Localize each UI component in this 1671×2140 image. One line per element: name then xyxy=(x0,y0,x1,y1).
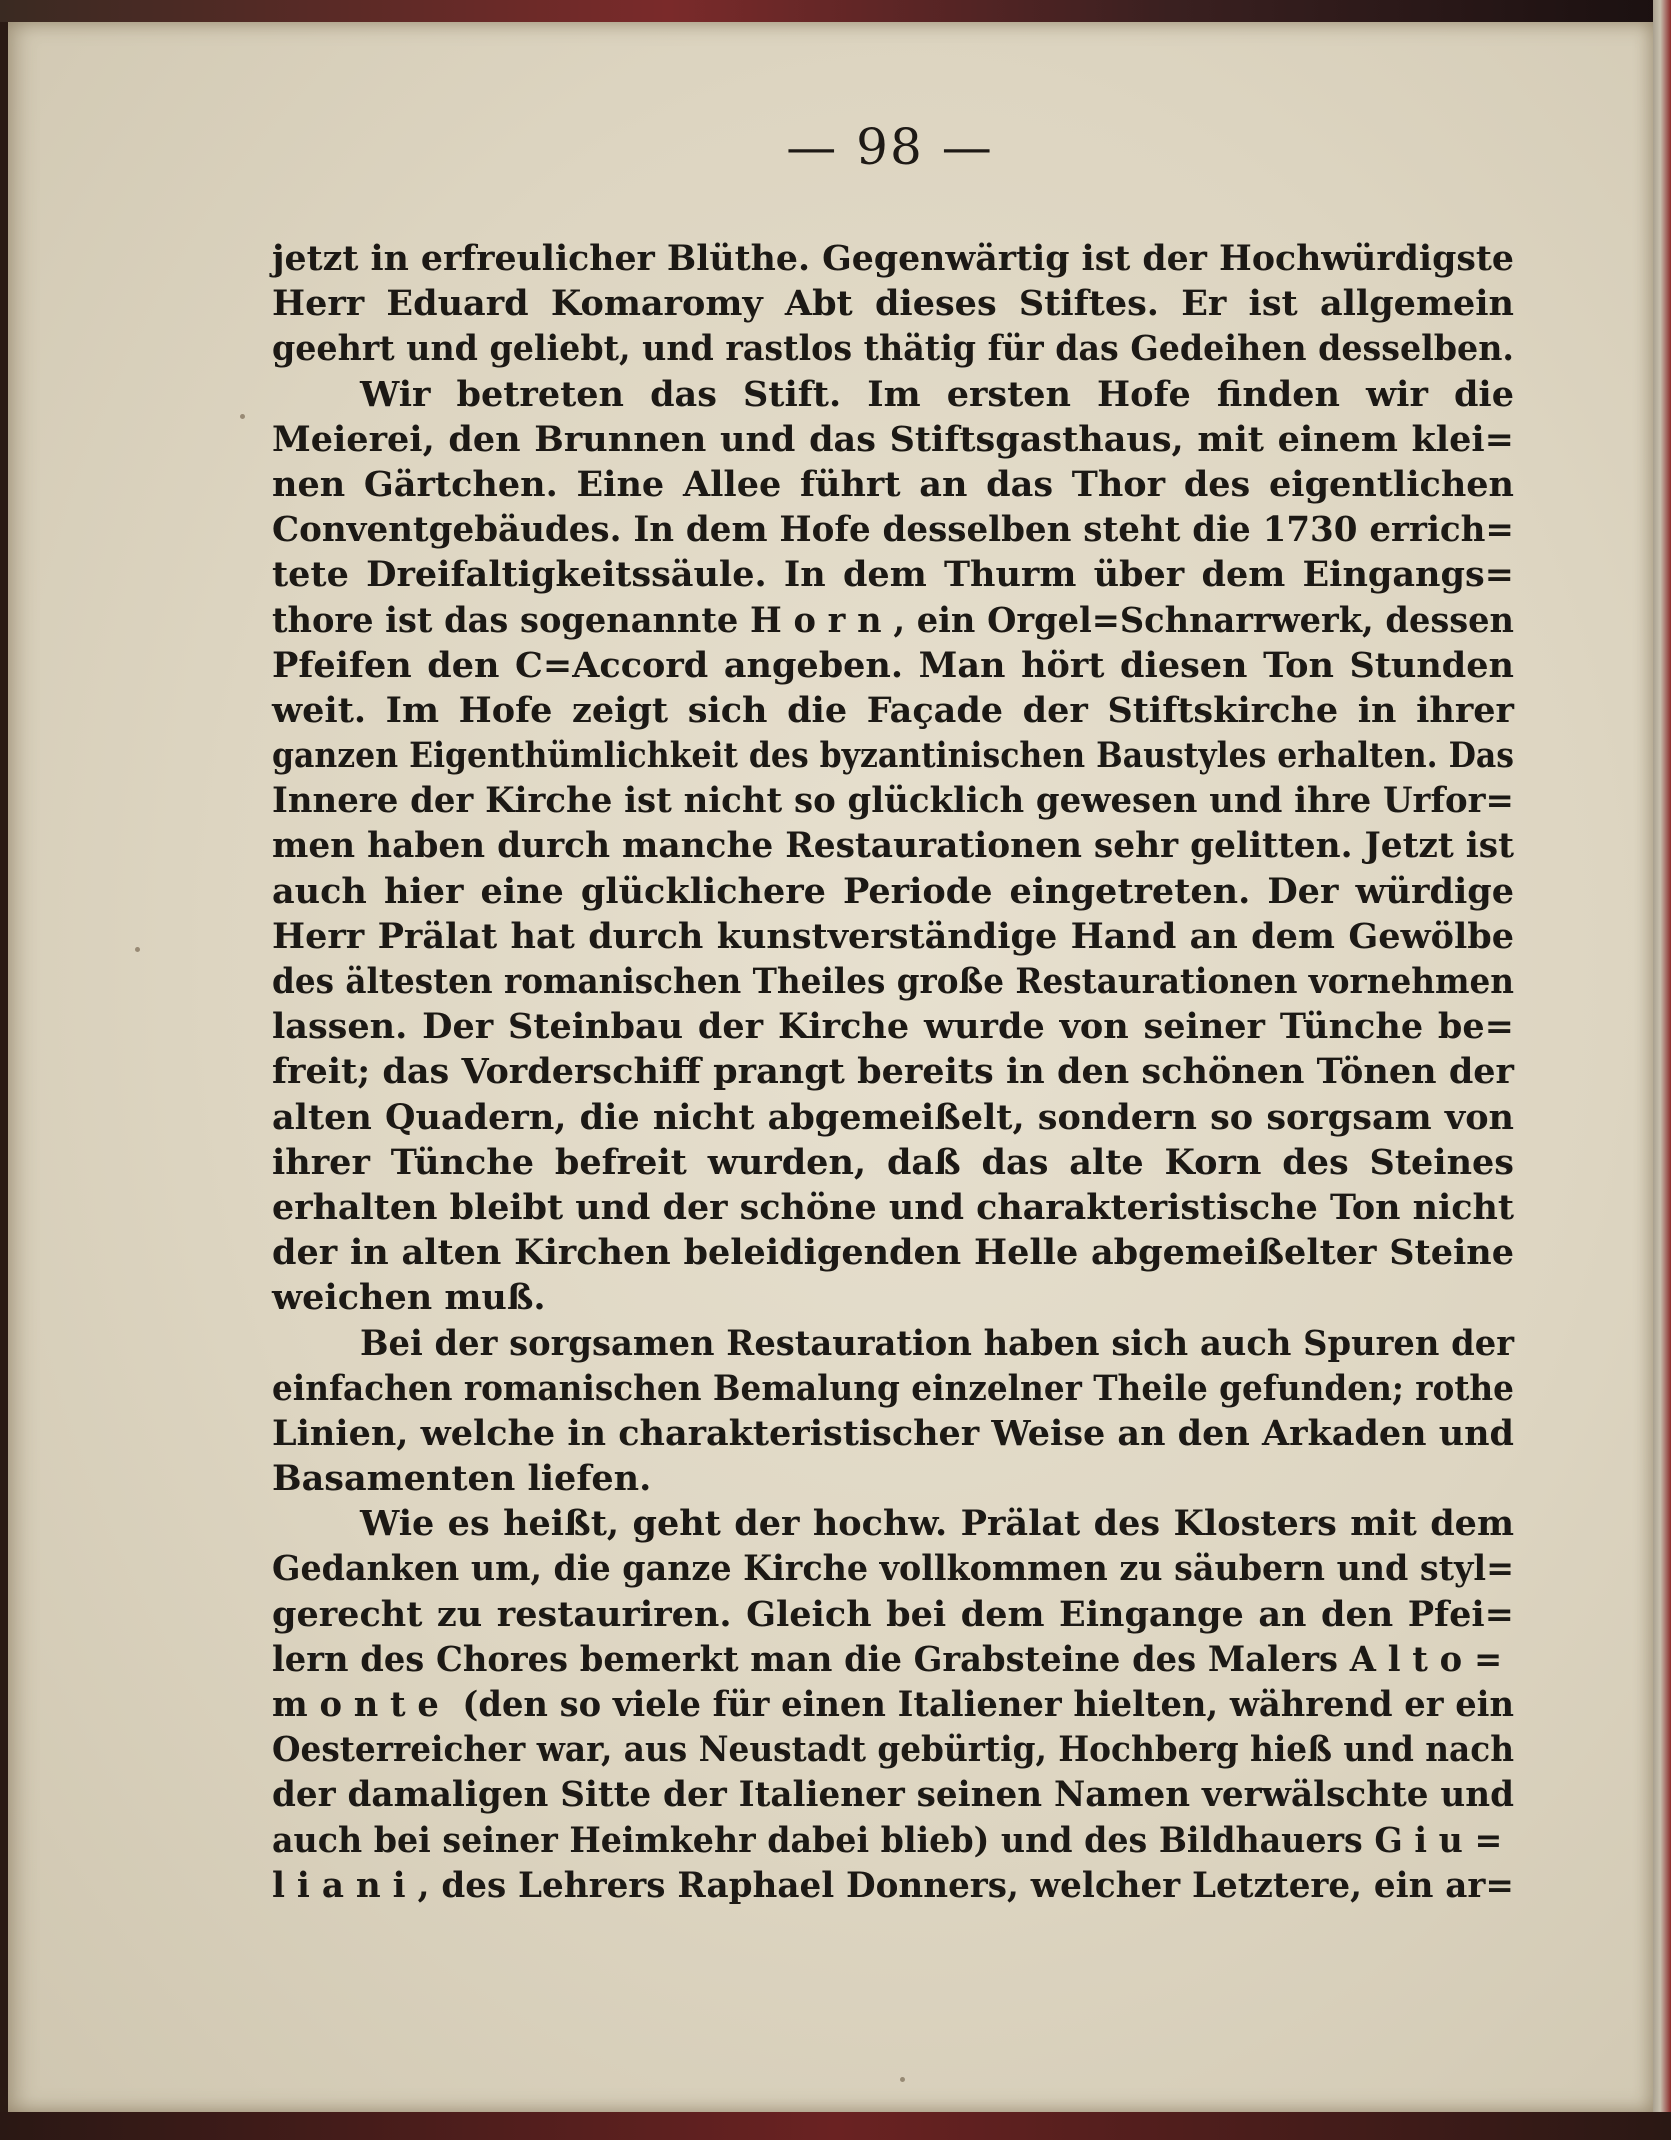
paper-speck xyxy=(240,414,245,419)
text-line xyxy=(272,1637,1514,1682)
text-line: Herr Prälat hat durch kunstverständige Hand an dem Gewölbe xyxy=(272,915,1514,957)
text-line: weit. Im Hofe zeigt sich die Façade der Stiftskirche in ihrer xyxy=(272,689,1514,731)
text-line: Linien, welche in charakteristischer Weise an den Arkaden und xyxy=(272,1412,1514,1454)
text-line: Innere der Kirche ist nicht so glücklich gewesen und ihre Urfor= xyxy=(272,780,1514,822)
body-text xyxy=(272,236,1514,1908)
text-line: Wir betreten das Stift. Im ersten Hofe finden wir die xyxy=(360,373,1514,415)
text-fragment: auch bei seiner Heimkehr dabei blieb) und des Bildhauers xyxy=(272,1819,1375,1861)
text-fragment: , ein Orgel=Schnarrwerk, dessen xyxy=(893,599,1514,641)
text-line: auch hier eine glücklichere Periode eingetreten. Der würdige xyxy=(272,870,1514,912)
text-line: Bei der sorgsamen Restauration haben sich auch Spuren der xyxy=(360,1322,1514,1364)
emphasized-word: liani xyxy=(272,1864,418,1906)
text-line: lassen. Der Steinbau der Kirche wurde von seiner Tünche be= xyxy=(272,1006,1514,1048)
text-line: der damaligen Sitte der Italiener seinen Namen verwälschte und xyxy=(272,1774,1514,1816)
paper-speck xyxy=(135,947,140,952)
text-fragment: thore ist das sogenannte xyxy=(272,599,750,641)
text-line xyxy=(272,1863,1514,1908)
page-number: — 98 — xyxy=(786,118,994,176)
text-line: ganzen Eigenthümlichkeit des byzantinischen Baustyles erhalten. Das xyxy=(272,735,1514,777)
text-line: Gedanken um, die ganze Kirche vollkommen zu säubern und styl= xyxy=(272,1548,1514,1590)
text-line: alten Quadern, die nicht abgemeißelt, sondern so sorgsam von xyxy=(272,1096,1514,1138)
text-fragment: (den so viele für einen Italiener hielten, während er ein xyxy=(462,1684,1514,1725)
text-line: tete Dreifaltigkeitssäule. In dem Thurm über dem Eingangs= xyxy=(272,554,1514,596)
text-line: men haben durch manche Restaurationen sehr gelitten. Jetzt ist xyxy=(272,825,1514,867)
text-line: freit; das Vorderschiff prangt bereits in den schönen Tönen der xyxy=(272,1051,1514,1093)
text-line: Basamenten liefen. xyxy=(272,1458,652,1500)
text-line: Oesterreicher war, aus Neustadt gebürtig, Hochberg hieß und nach xyxy=(272,1729,1514,1771)
text-fragment: , des Lehrers Raphael Donners, welcher Letztere, ein ar= xyxy=(417,1864,1514,1906)
text-line xyxy=(272,598,1514,643)
text-line xyxy=(272,1818,1514,1863)
text-line: weichen muß. xyxy=(272,1277,546,1319)
text-line: ihrer Tünche befreit wurden, daß das alte Korn des Steines xyxy=(272,1141,1514,1183)
emphasized-word: Horn xyxy=(749,599,894,641)
text-line: Conventgebäudes. In dem Hofe desselben steht die 1730 errich= xyxy=(272,509,1514,551)
emphasized-word: Alto= xyxy=(1349,1638,1514,1680)
text-line: des ältesten romanischen Theiles große Restaurationen vornehmen xyxy=(272,961,1514,1002)
text-line xyxy=(272,1682,1514,1727)
text-line: Meierei, den Brunnen und das Stiftsgasthaus, mit einem klei= xyxy=(272,418,1514,460)
text-line: nen Gärtchen. Eine Allee führt an das Thor des eigentlichen xyxy=(272,463,1514,505)
text-line: Wie es heißt, geht der hochw. Prälat des Klosters mit dem xyxy=(360,1503,1514,1545)
book-right-edge xyxy=(1653,0,1671,2140)
text-line: einfachen romanischen Bemalung einzelner Theile gefunden; rothe xyxy=(272,1367,1514,1409)
text-line: Herr Eduard Komaromy Abt dieses Stiftes. Er ist allgemein xyxy=(272,283,1514,325)
text-line: geehrt und geliebt, und rastlos thätig für das Gedeihen desselben. xyxy=(272,328,1514,370)
text-line: gerecht zu restauriren. Gleich bei dem Eingange an den Pfei= xyxy=(272,1593,1514,1635)
text-line: jetzt in erfreulicher Blüthe. Gegenwärtig ist der Hochwürdigste xyxy=(272,238,1514,279)
text-line: Pfeifen den C=Accord angeben. Man hört diesen Ton Stunden xyxy=(272,644,1514,686)
text-line: der in alten Kirchen beleidigenden Helle abgemeißelter Steine xyxy=(272,1232,1514,1274)
text-line: erhalten bleibt und der schöne und charakteristische Ton nicht xyxy=(272,1186,1514,1228)
book-bottom-edge xyxy=(0,2112,1671,2140)
emphasized-word: Giu= xyxy=(1374,1819,1514,1861)
text-fragment: lern des Chores bemerkt man die Grabsteine des Malers xyxy=(272,1638,1350,1680)
emphasized-word: monte xyxy=(272,1684,451,1725)
paper-speck xyxy=(900,2077,905,2082)
book-top-edge xyxy=(0,0,1671,22)
